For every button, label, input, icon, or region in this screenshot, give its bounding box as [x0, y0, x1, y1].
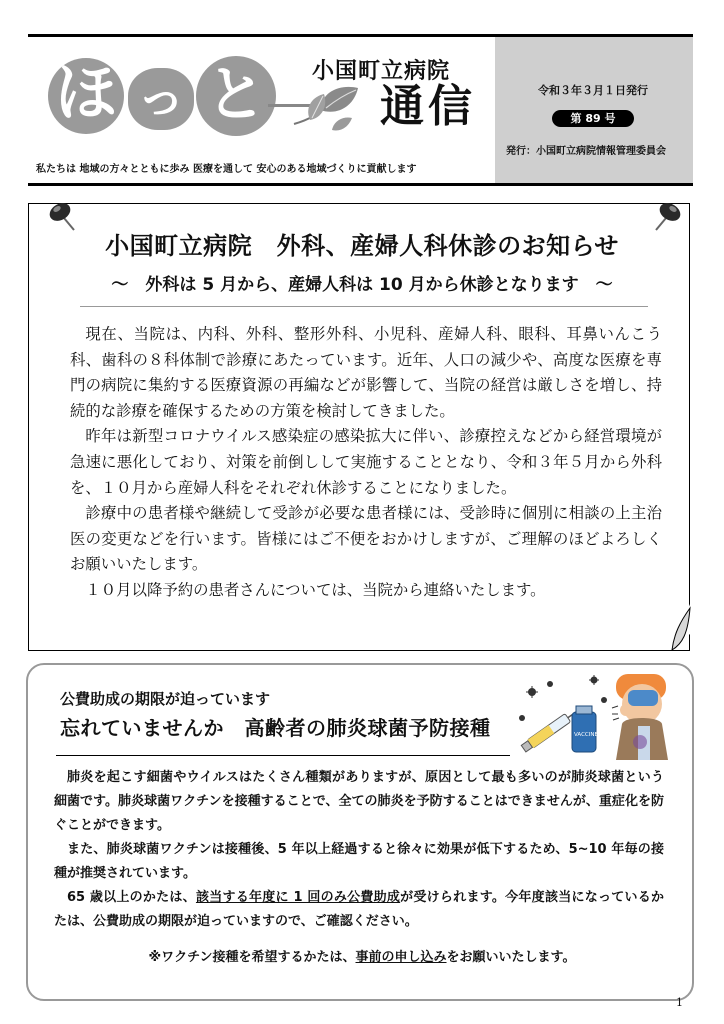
masthead-bottom-rule	[28, 183, 693, 186]
note-emphasis: 事前の申し込み	[355, 950, 447, 965]
notice-paragraph: 昨年は新型コロナウイルス感染症の感染拡大に伴い、診療控えなどから経営環境が急速に悪化しており、対策を前倒しして実施することとなり、令和３年５月から外科を、１０月から産婦人科をそれぞれ休診することになりました。	[70, 427, 662, 497]
vaccine-note	[0, 946, 724, 965]
subsidy-emphasis: 該当する年度に 1 回のみ公費助成	[195, 890, 401, 905]
note-text-b: をお願いいたします。	[446, 950, 576, 965]
hotto-logo-char-2: っ	[128, 68, 194, 130]
notice-paragraph: 現在、当院は、内科、外科、整形外科、小児科、産婦人科、眼科、耳鼻いんこう科、歯科の８科体制で診療にあたっています。近年、人口の減少や、高度な医療を専門の病院に集約する医療資源の再編などが影響して、当院の経営は厳しさを増し、持続的な診療を確保するための方策を検討してきました。	[70, 325, 662, 420]
vaccine-title: 忘れていませんか 高齢者の肺炎球菌予防接種	[60, 716, 491, 740]
page-number: 1	[676, 996, 683, 1009]
issue-date: 令和３年３月１日発行	[538, 84, 648, 97]
mission-tagline: 私たちは 地域の方々とともに歩み 医療を通して 安心のある地域づくりに貢献します	[36, 164, 417, 175]
newsletter-label: 通信	[380, 81, 476, 132]
issue-number-badge: 第 89 号	[552, 110, 634, 127]
coughing-elder-vaccine-illustration	[512, 670, 680, 760]
hospital-name: 小国町立病院	[312, 59, 451, 84]
vaccine-paragraph-subsidy	[54, 886, 664, 934]
vaccine-paragraph: 肺炎を起こす細菌やウイルスはたくさん種類がありますが、原因として最も多いのが肺炎球菌という細菌です。肺炎球菌ワクチンを接種することで、全ての肺炎を予防することはできませんが、重症化を防ぐことができます。	[54, 770, 664, 833]
vaccine-divider	[56, 755, 510, 756]
publisher-line: 発行：小国町立病院情報管理委員会	[506, 146, 666, 157]
vaccine-vial-label: VACCINE	[574, 732, 598, 738]
page-curl-corner	[660, 604, 692, 652]
subsidy-text-a: 65 歳以上のかたは、	[67, 890, 196, 905]
notice-body	[70, 322, 662, 604]
vaccine-paragraph: また、肺炎球菌ワクチンは接種後、5 年以上経過すると徐々に効果が低下するため、5~10 年毎の接種が推奨されています。	[54, 842, 664, 881]
subsidy-text-b: が受けられます。今年度該当になっているかたは、公費助成の期限が迫っていますので、ご確認ください。	[54, 890, 664, 929]
notice-paragraph: １０月以降予約の患者さんについては、当院から連絡いたします。	[85, 580, 546, 599]
vaccine-body	[54, 766, 664, 934]
notice-paragraph: 診療中の患者様や継続して受診が必要な患者様には、受診時に個別に相談の上主治医の変更などを行います。皆様にはご不便をおかけしますが、ご理解のほどよろしくお願いいたします。	[70, 504, 662, 574]
notice-title: 小国町立病院 外科、産婦人科休診のお知らせ	[105, 232, 619, 260]
note-text-a: ※ワクチン接種を希望するかたは、	[148, 950, 356, 965]
leaf-icon	[290, 80, 364, 140]
hotto-logo-char-3: と	[196, 56, 276, 136]
vaccine-kicker: 公費助成の期限が迫っています	[60, 690, 271, 708]
notice-divider	[80, 306, 648, 307]
notice-subtitle: ～ 外科は 5 月から、産婦人科は 10 月から休診となります ～	[111, 275, 613, 295]
hotto-logo-char-1: ほ	[48, 58, 124, 134]
